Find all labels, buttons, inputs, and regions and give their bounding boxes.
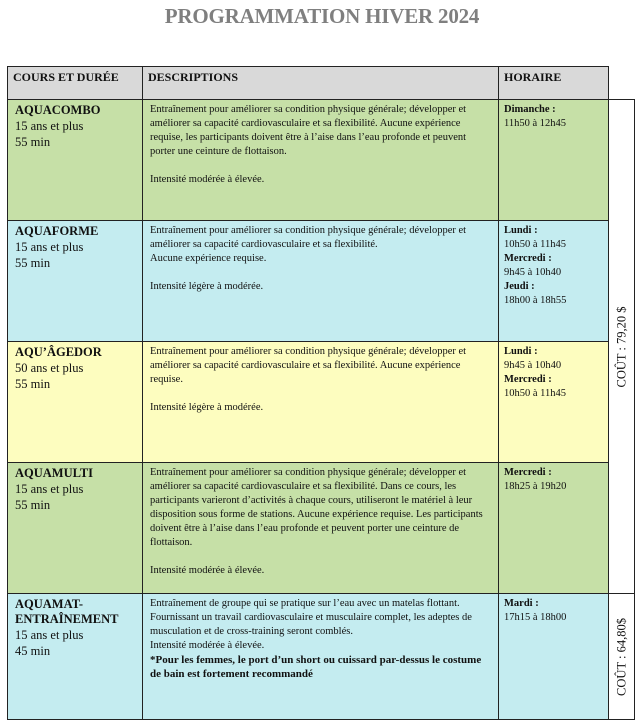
schedule-day: Mercredi : xyxy=(504,253,552,264)
course-duration: 55 min xyxy=(15,498,51,512)
course-duration: 55 min xyxy=(15,377,51,391)
schedule-day: Lundi : xyxy=(504,225,538,236)
cost-cell xyxy=(609,594,635,720)
description-cell xyxy=(143,342,499,463)
page-title: PROGRAMMATION HIVER 2024 xyxy=(164,4,480,28)
course-age: 15 ans et plus xyxy=(15,628,84,642)
schedule-time: 10h50 à 11h45 xyxy=(504,388,567,399)
table-row xyxy=(8,221,635,342)
schedule-time: 9h45 à 10h40 xyxy=(504,267,562,278)
course-description: Entraînement pour améliorer sa condition physique générale; développer et améliorer sa capacité cardiovasculaire et sa flexibilité. xyxy=(150,225,467,250)
course-intensity: Intensité modérée à élevée. xyxy=(150,640,265,651)
course-cell xyxy=(8,100,143,221)
course-intensity: Intensité légère à modérée. xyxy=(150,281,264,292)
schedule-table xyxy=(7,66,635,720)
course-age: 15 ans et plus xyxy=(15,119,84,133)
schedule-day: Mardi : xyxy=(504,598,539,609)
course-duration: 55 min xyxy=(15,256,51,270)
course-name: AQUAFORME xyxy=(15,224,99,238)
schedule-cell xyxy=(499,221,609,342)
schedule-day: Mercredi : xyxy=(504,374,552,385)
course-name: AQUAMULTI xyxy=(15,466,94,480)
schedule-day: Lundi : xyxy=(504,346,538,357)
course-name: AQUAMAT-ENTRAÎNEMENT xyxy=(15,597,119,626)
schedule-day: Dimanche : xyxy=(504,104,556,115)
table-row xyxy=(8,594,635,720)
course-cell xyxy=(8,342,143,463)
cost-label: COÛT : 64,80$ xyxy=(614,617,628,696)
schedule-time: 9h45 à 10h40 xyxy=(504,360,562,371)
header-descriptions: DESCRIPTIONS xyxy=(143,67,499,100)
schedule-time: 10h50 à 11h45 xyxy=(504,239,567,250)
course-intensity: Intensité modérée à élevée. xyxy=(150,174,265,185)
course-cell xyxy=(8,594,143,720)
course-age: 15 ans et plus xyxy=(15,240,84,254)
schedule-time: 18h00 à 18h55 xyxy=(504,295,567,306)
course-duration: 55 min xyxy=(15,135,51,149)
course-note: *Pour les femmes, le port d’un short ou cuissard par-dessus le costume de bain est fortement recommandé xyxy=(150,654,482,680)
description-cell xyxy=(143,221,499,342)
description-cell xyxy=(143,463,499,594)
cost-label: COÛT : 79,20 $ xyxy=(614,305,628,388)
schedule-cell xyxy=(499,594,609,720)
course-description: Entraînement de groupe qui se pratique sur l’eau avec un matelas flottant. Fournissant un travail cardiovasculaire et musculaire complet, les adeptes de musculation et de cross-training seront comblés. xyxy=(150,598,472,637)
table-row xyxy=(8,463,635,594)
schedule-cell xyxy=(499,100,609,221)
header-courses: COURS ET DURÉE xyxy=(8,67,143,100)
schedule-day: Mercredi : xyxy=(504,467,552,478)
table-row xyxy=(8,342,635,463)
course-description: Entraînement pour améliorer sa condition physique générale; développer et améliorer sa capacité cardiovasculaire et sa flexibilité. Aucune expérience requise. xyxy=(150,346,467,385)
table-row xyxy=(8,100,635,221)
schedule-time: 17h15 à 18h00 xyxy=(504,612,567,623)
course-intensity: Intensité légère à modérée. xyxy=(150,402,264,413)
course-name: AQU’ÂGEDOR xyxy=(15,345,102,359)
header-empty-cell xyxy=(609,67,635,100)
course-cell xyxy=(8,221,143,342)
schedule-day: Jeudi : xyxy=(504,281,535,292)
course-age: 15 ans et plus xyxy=(15,482,84,496)
description-cell xyxy=(143,594,499,720)
course-age: 50 ans et plus xyxy=(15,361,84,375)
course-description: Entraînement pour améliorer sa condition physique générale; développer et améliorer sa capacité cardiovasculaire et sa flexibilité. Dans ce cours, les participants varieront d’activités à chaque cours, utiliseront le matériel à leur disposition sous forme de stations. Aucune expérience requise. Les participants doivent être à l’aise dans l’eau profonde et peuvent porter une ceinture de flottaison. xyxy=(150,467,483,548)
header-schedule: HORAIRE xyxy=(499,67,609,100)
course-duration: 45 min xyxy=(15,644,51,658)
schedule-time: 11h50 à 12h45 xyxy=(504,118,567,129)
course-name: AQUACOMBO xyxy=(15,103,101,117)
course-cell xyxy=(8,463,143,594)
description-cell xyxy=(143,100,499,221)
course-description-extra: Aucune expérience requise. xyxy=(150,253,267,264)
schedule-cell xyxy=(499,342,609,463)
cost-cell xyxy=(609,100,635,594)
course-intensity: Intensité modérée à élevée. xyxy=(150,565,265,576)
schedule-cell xyxy=(499,463,609,594)
course-description: Entraînement pour améliorer sa condition physique générale; développer et améliorer sa capacité cardiovasculaire et sa flexibilité. Aucune expérience requise, les participants doivent être à l’aise dans l’eau profonde et peuvent porter une ceinture de flottaison. xyxy=(150,104,467,157)
schedule-time: 18h25 à 19h20 xyxy=(504,481,567,492)
table-header-row xyxy=(8,67,635,100)
